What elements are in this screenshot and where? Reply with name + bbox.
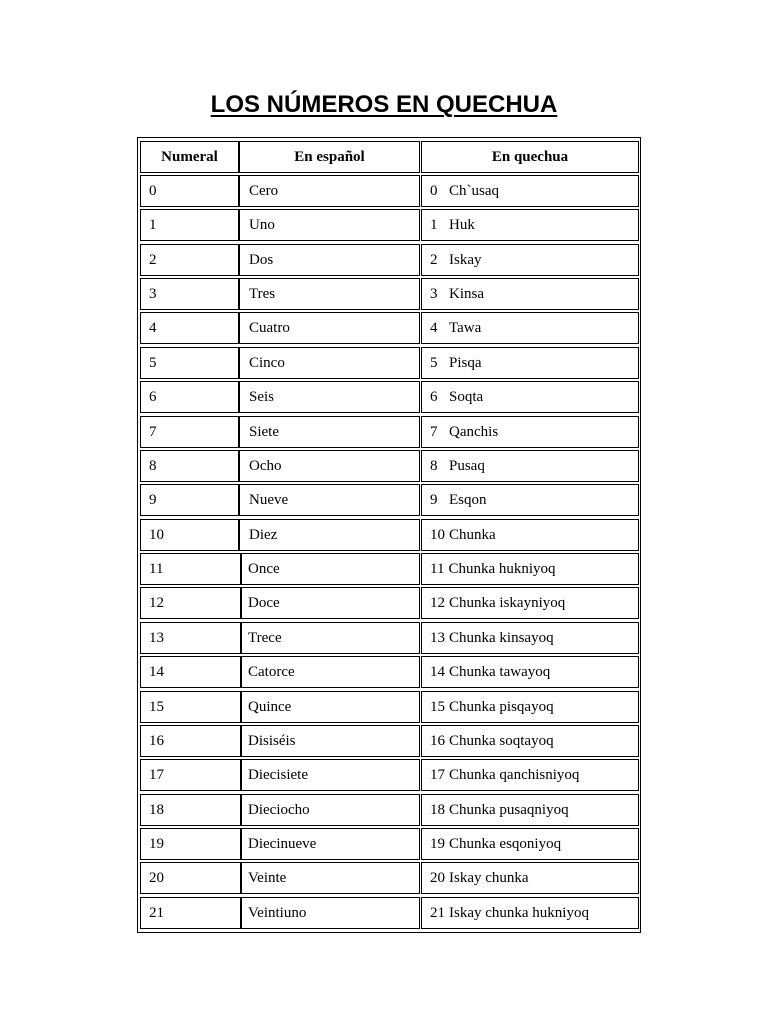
cell-numeral: 19	[140, 828, 241, 860]
table-row	[138, 691, 640, 723]
cell-numeral: 7	[140, 416, 239, 448]
cell-espanol: Nueve	[239, 484, 420, 516]
cell-numeral: 17	[140, 759, 241, 791]
cell-numeral: 8	[140, 450, 239, 482]
cell-numeral: 3	[140, 278, 239, 310]
cell-numeral: 2	[140, 244, 239, 276]
cell-espanol: Disiséis	[241, 725, 420, 757]
quechua-word: Huk	[449, 217, 475, 233]
cell-quechua	[421, 519, 639, 551]
quechua-word: Tawa	[449, 320, 482, 336]
quechua-word: Iskay chunka hukniyoq	[449, 905, 589, 921]
table-row	[138, 725, 640, 757]
cell-espanol: Siete	[239, 416, 420, 448]
cell-espanol: Diecinueve	[241, 828, 420, 860]
cell-espanol: Veinte	[241, 862, 420, 894]
cell-numeral: 0	[140, 175, 239, 207]
cell-numeral: 9	[140, 484, 239, 516]
quechua-word: Ch`usaq	[449, 183, 499, 199]
quechua-numeral: 15	[430, 699, 445, 715]
cell-espanol: Veintiuno	[241, 897, 420, 929]
page-title: LOS NÚMEROS EN QUECHUA	[210, 91, 558, 118]
quechua-word: Chunka pusaqniyoq	[449, 802, 569, 818]
table-row	[138, 209, 640, 241]
cell-espanol: Ocho	[239, 450, 420, 482]
cell-numeral: 21	[140, 897, 241, 929]
cell-quechua	[421, 691, 639, 723]
cell-numeral: 14	[140, 656, 241, 688]
cell-quechua	[421, 725, 639, 757]
quechua-numeral: 17	[430, 767, 445, 783]
quechua-word: Chunka soqtayoq	[449, 733, 554, 749]
cell-numeral: 5	[140, 347, 239, 379]
quechua-word: Iskay chunka	[449, 870, 529, 886]
cell-quechua	[421, 416, 639, 448]
cell-quechua	[421, 450, 639, 482]
cell-espanol: Once	[241, 553, 420, 585]
cell-numeral: 13	[140, 622, 241, 654]
cell-espanol: Dieciocho	[241, 794, 420, 826]
cell-espanol: Cero	[239, 175, 420, 207]
cell-espanol: Diez	[239, 519, 420, 551]
quechua-numeral: 6	[430, 389, 438, 405]
quechua-numeral: 14	[430, 664, 445, 680]
cell-numeral: 6	[140, 381, 239, 413]
table-row	[138, 828, 640, 860]
quechua-numeral: 12	[430, 595, 445, 611]
cell-quechua	[421, 759, 639, 791]
cell-quechua	[421, 278, 639, 310]
quechua-numeral: 8	[430, 458, 438, 474]
cell-numeral: 4	[140, 312, 239, 344]
cell-quechua	[421, 622, 639, 654]
quechua-word: Esqon	[449, 492, 487, 508]
quechua-word: Chunka	[449, 527, 496, 543]
cell-espanol: Catorce	[241, 656, 420, 688]
quechua-numeral: 13	[430, 630, 445, 646]
quechua-word: Soqta	[449, 389, 484, 405]
quechua-numeral: 10	[430, 527, 445, 543]
cell-numeral: 10	[140, 519, 239, 551]
cell-quechua	[421, 381, 639, 413]
table-row	[138, 587, 640, 619]
header-numeral: Numeral	[140, 141, 239, 173]
table-row	[138, 759, 640, 791]
cell-espanol: Trece	[241, 622, 420, 654]
cell-espanol: Cinco	[239, 347, 420, 379]
table-row	[138, 312, 640, 344]
cell-quechua	[421, 828, 639, 860]
quechua-word: Qanchis	[449, 424, 499, 440]
table-row	[138, 656, 640, 688]
quechua-numeral: 16	[430, 733, 445, 749]
cell-numeral: 1	[140, 209, 239, 241]
table-row	[138, 519, 640, 551]
table-row	[138, 450, 640, 482]
table-row	[138, 381, 640, 413]
quechua-word: Iskay	[449, 252, 482, 268]
quechua-numeral: 4	[430, 320, 438, 336]
quechua-word: Chunka iskayniyoq	[449, 595, 566, 611]
table-row	[138, 244, 640, 276]
table-header-row	[138, 141, 640, 173]
quechua-numeral: 7	[430, 424, 438, 440]
quechua-word: Kinsa	[449, 286, 484, 302]
quechua-numeral: 3	[430, 286, 438, 302]
table-row	[138, 278, 640, 310]
quechua-word: Chunka esqoniyoq	[449, 836, 562, 852]
cell-quechua	[421, 244, 639, 276]
quechua-numeral: 19	[430, 836, 445, 852]
cell-numeral: 12	[140, 587, 241, 619]
cell-numeral: 11	[140, 553, 241, 585]
quechua-numeral: 20	[430, 870, 445, 886]
quechua-numeral: 5	[430, 355, 438, 371]
cell-numeral: 18	[140, 794, 241, 826]
cell-quechua	[421, 209, 639, 241]
quechua-word: Chunka hukniyoq	[448, 561, 556, 577]
cell-numeral: 16	[140, 725, 241, 757]
cell-quechua	[421, 862, 639, 894]
quechua-word: Pisqa	[449, 355, 482, 371]
table-row	[138, 794, 640, 826]
cell-quechua	[421, 656, 639, 688]
cell-quechua	[421, 553, 639, 585]
cell-quechua	[421, 312, 639, 344]
header-quechua: En quechua	[421, 141, 639, 173]
cell-quechua	[421, 897, 639, 929]
table-row	[138, 553, 640, 585]
quechua-word: Chunka tawayoq	[449, 664, 551, 680]
quechua-numeral: 0	[430, 183, 438, 199]
table-row	[138, 484, 640, 516]
quechua-numeral: 11	[430, 561, 445, 577]
cell-numeral: 15	[140, 691, 241, 723]
numbers-table	[137, 137, 641, 933]
table-row	[138, 862, 640, 894]
cell-espanol: Doce	[241, 587, 420, 619]
cell-espanol: Dos	[239, 244, 420, 276]
table-row	[138, 622, 640, 654]
table-row	[138, 897, 640, 929]
cell-quechua	[421, 347, 639, 379]
cell-espanol: Tres	[239, 278, 420, 310]
table-row	[138, 347, 640, 379]
table-row	[138, 416, 640, 448]
quechua-word: Pusaq	[449, 458, 485, 474]
cell-espanol: Cuatro	[239, 312, 420, 344]
cell-espanol: Seis	[239, 381, 420, 413]
cell-espanol: Uno	[239, 209, 420, 241]
header-espanol: En español	[239, 141, 420, 173]
quechua-word: Chunka qanchisniyoq	[449, 767, 580, 783]
cell-numeral: 20	[140, 862, 241, 894]
quechua-numeral: 21	[430, 905, 445, 921]
quechua-numeral: 9	[430, 492, 438, 508]
cell-quechua	[421, 587, 639, 619]
table-row	[138, 175, 640, 207]
quechua-numeral: 18	[430, 802, 445, 818]
cell-espanol: Diecisiete	[241, 759, 420, 791]
cell-quechua	[421, 794, 639, 826]
quechua-word: Chunka pisqayoq	[449, 699, 554, 715]
cell-quechua	[421, 175, 639, 207]
cell-espanol: Quince	[241, 691, 420, 723]
quechua-word: Chunka kinsayoq	[449, 630, 554, 646]
quechua-numeral: 1	[430, 217, 438, 233]
cell-quechua	[421, 484, 639, 516]
quechua-numeral: 2	[430, 252, 438, 268]
